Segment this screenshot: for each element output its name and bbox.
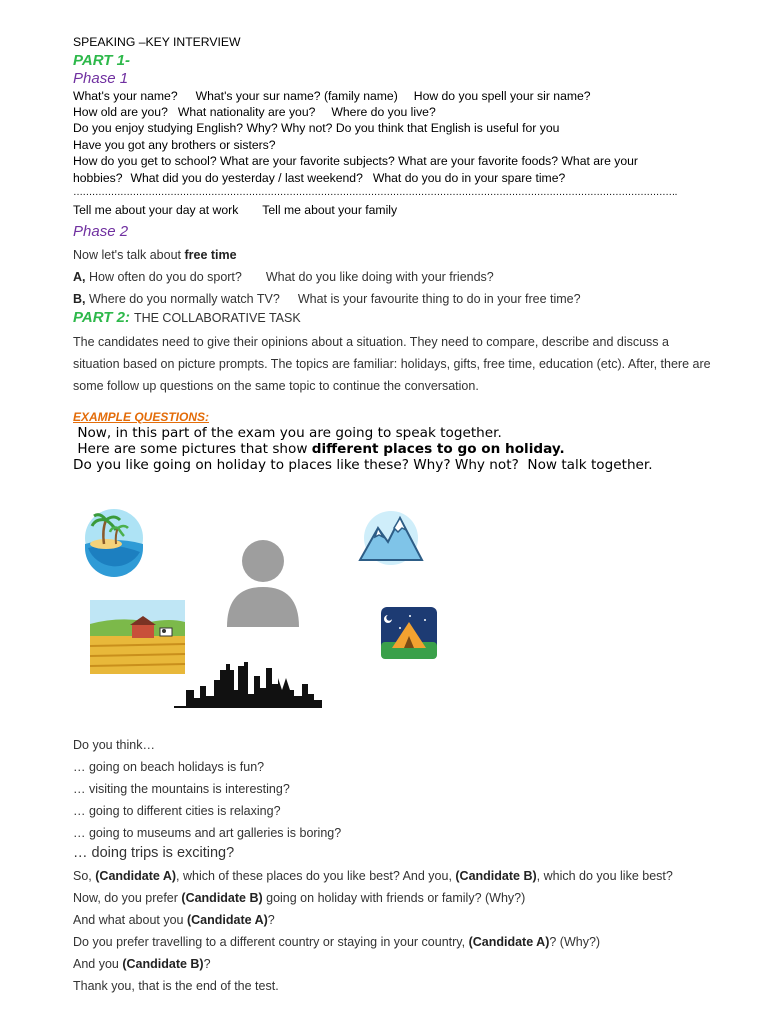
- candidate-a: (Candidate A): [95, 869, 177, 883]
- label-b: B,: [73, 292, 86, 306]
- question: What nationality are you?: [177, 105, 316, 119]
- text: And you: [73, 957, 123, 971]
- question: How often do you do sport?: [88, 270, 242, 284]
- question: Tell me about your day at work: [73, 203, 239, 217]
- question-line-2: [73, 105, 436, 119]
- question-line-4: Have you got any brothers or sisters?: [73, 138, 276, 152]
- city-skyline-image: [174, 660, 324, 710]
- example-text: Here are some pictures that show: [73, 441, 312, 457]
- question: How old are you?: [73, 105, 168, 119]
- text: , which of these places do you like best? And you,: [176, 869, 456, 883]
- text: Now, do you prefer: [73, 891, 182, 905]
- phase2-title: Phase 2: [73, 223, 129, 240]
- farm-countryside-image: [90, 600, 185, 674]
- text: Do you prefer travelling to a different country or staying in your country,: [73, 935, 469, 949]
- part1-title: PART 1-: [73, 52, 130, 69]
- followup-item: … going to different cities is relaxing?: [73, 804, 281, 818]
- beach-island-image: [82, 508, 146, 568]
- text: , which do you like best?: [536, 869, 673, 883]
- followup-item: … visiting the mountains is interesting?: [73, 782, 290, 796]
- document-header: SPEAKING –KEY INTERVIEW: [73, 35, 241, 49]
- question: How do you spell your sir name?: [413, 89, 591, 103]
- question: hobbies?: [73, 171, 123, 185]
- text: ?: [267, 913, 275, 927]
- example-line-3: Do you like going on holiday to places like these? Why? Why not? Now talk together.: [73, 457, 653, 473]
- mountains-image: [358, 510, 424, 566]
- followup-question-5: [73, 957, 211, 971]
- followup-item: … going on beach holidays is fun?: [73, 760, 265, 774]
- example-line-2: [73, 441, 565, 457]
- candidate-a: (Candidate A): [186, 913, 268, 927]
- question-line-1: [73, 89, 591, 103]
- intro-text: Now let's talk about: [73, 248, 185, 262]
- question-line-3: Do you enjoy studying English? Why? Why not? Do you think that English is useful for you: [73, 121, 560, 135]
- candidate-b: (Candidate B): [122, 957, 204, 971]
- question-line-6: [73, 171, 565, 185]
- candidate-b: (Candidate B): [455, 869, 537, 883]
- candidate-b: (Candidate B): [181, 891, 263, 905]
- question: What do you do in your spare time?: [372, 171, 566, 185]
- question: What's your sur name? (family name): [195, 89, 398, 103]
- question: What did you do yesterday / last weekend?: [130, 171, 363, 185]
- followup-question-4: [73, 935, 600, 949]
- camping-tent-image: [380, 606, 438, 660]
- followup-item: … doing trips is exciting?: [73, 845, 235, 861]
- candidate-a: (Candidate A): [468, 935, 550, 949]
- part2-subtitle: THE COLLABORATIVE TASK: [133, 311, 301, 325]
- phase2-line-a: [73, 270, 494, 284]
- followup-question-3: [73, 913, 275, 927]
- followup-intro: Do you think…: [73, 738, 155, 752]
- question: Tell me about your family: [262, 203, 398, 217]
- dotted-line: ………………………………………………………………………………………………………………………………………………………………………….: [73, 187, 677, 198]
- text: ?: [203, 957, 211, 971]
- followup-question-1: [73, 869, 673, 883]
- question: What is your favourite thing to do in your free time?: [297, 292, 581, 306]
- text: So,: [73, 869, 96, 883]
- question: Where do you live?: [331, 105, 436, 119]
- example-heading: EXAMPLE QUESTIONS:: [73, 410, 210, 424]
- question: Where do you normally watch TV?: [88, 292, 280, 306]
- question: What do you like doing with your friends?: [265, 270, 494, 284]
- label-a: A,: [73, 270, 86, 284]
- followup-item: … going to museums and art galleries is boring?: [73, 826, 342, 840]
- text: going on holiday with friends or family? (Why?): [262, 891, 526, 905]
- question-line-7: [73, 203, 397, 217]
- person-silhouette-image: [223, 535, 303, 631]
- text: And what about you: [73, 913, 187, 927]
- part2-description: The candidates need to give their opinions about a situation. They need to compare, describe and discuss a situation based on picture prompts. The topics are familiar: holidays, gifts, free time, education (etc). After, there are some follow up questions on the same topic to continue the conversation.: [73, 335, 711, 393]
- part2-title: PART 2:: [73, 309, 130, 326]
- closing-line: Thank you, that is the end of the test.: [73, 979, 279, 993]
- question: What's your name?: [73, 89, 178, 103]
- phase2-line-b: [73, 292, 581, 306]
- part2-heading: [73, 309, 301, 327]
- intro-bold: free time: [184, 248, 237, 262]
- example-line-1: Now, in this part of the exam you are going to speak together.: [73, 425, 502, 441]
- followup-question-2: [73, 891, 525, 905]
- example-bold: different places to go on holiday.: [311, 441, 565, 457]
- phase1-title: Phase 1: [73, 70, 129, 87]
- phase2-intro: [73, 248, 237, 262]
- question-line-5: How do you get to school? What are your favorite subjects? What are your favorite foods? What are your: [73, 154, 638, 168]
- text: ? (Why?): [549, 935, 601, 949]
